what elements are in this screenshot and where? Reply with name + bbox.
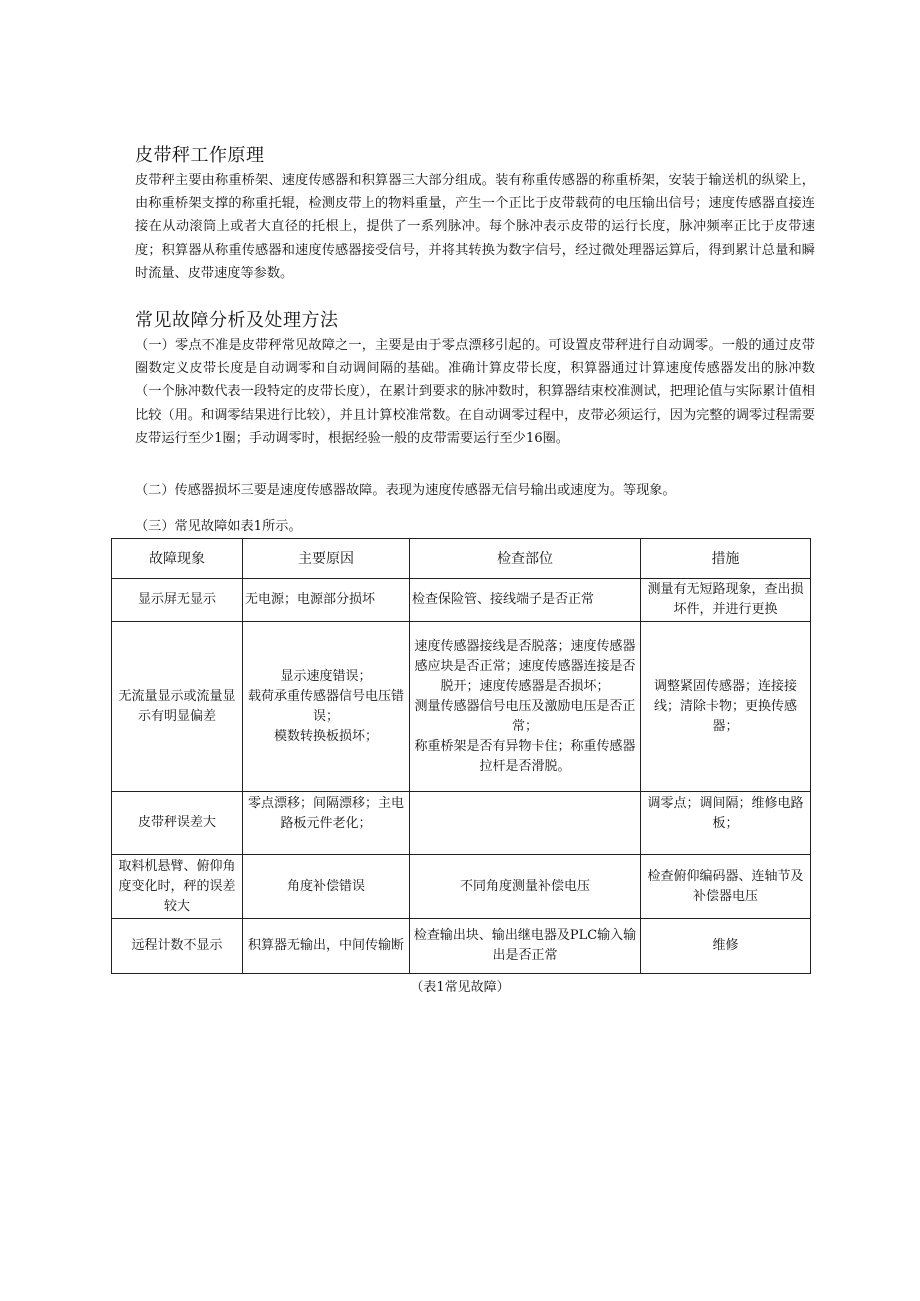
table-row	[112, 919, 811, 974]
table-caption: （表1常见故障）	[410, 980, 510, 995]
table-row	[112, 622, 811, 792]
cell-action: 维修	[641, 919, 811, 974]
cell-check: 速度传感器接线是否脱落；速度传感器感应块是否正常；速度传感器连接是否脱开；速度传感器是否损坏； 测量传感器信号电压及激励电压是否正常； 称重桥架是否有异物卡住；称重传感器拉杆是否滑脱。	[410, 622, 641, 792]
principle-paragraph: 皮带秤主要由称重桥架、速度传感器和积算器三大部分组成。装有称重传感器的称重桥架，安装于输送机的纵梁上，由称重桥架支撑的称重托辊，检测皮带上的物料重量，产生一个正比于皮带载荷的电压输出信号；速度传感器直接连接在从动滚筒上或者大直径的托根上，提供了一系列脉冲。每个脉冲表示皮带的运行长度，脉冲频率正比于皮带速度；积算器从称重传感器和速度传感器接受信号，并将其转换为数字信号，经过微处理器运算后，得到累计总量和瞬时流量、皮带速度等参数。	[135, 173, 815, 281]
cell-cause: 无电源；电源部分损坏	[243, 579, 410, 622]
fault-paragraph-sensor: （二）传感器损坏三要是速度传感器故障。表现为速度传感器无信号输出或速度为。等现象。	[135, 483, 676, 498]
cell-cause: 显示速度错误； 载荷承重传感器信号电压错误； 模数转换板损坏；	[243, 622, 410, 792]
cell-symptom: 无流量显示或流量显示有明显偏差	[112, 622, 243, 792]
cell-check	[410, 792, 641, 855]
cell-check: 不同角度测量补偿电压	[410, 855, 641, 919]
cell-action: 调零点；调间隔；维修电路板；	[641, 792, 811, 855]
cell-check: 检查保险管、接线端子是否正常	[410, 579, 641, 622]
cell-cause: 积算器无输出，中间传输断	[243, 919, 410, 974]
cell-action: 调整紧固传感器；连接接线；清除卡物；更换传感器；	[641, 622, 811, 792]
header-cause: 主要原因	[243, 539, 410, 579]
header-action: 措施	[641, 539, 811, 579]
section-title-faults: 常见故障分析及处理方法	[135, 310, 339, 331]
cell-cause: 零点漂移；间隔漂移；主电路板元件老化；	[243, 792, 410, 855]
header-check: 检查部位	[410, 539, 641, 579]
cell-symptom: 远程计数不显示	[112, 919, 243, 974]
table-row	[112, 855, 811, 919]
cell-cause: 角度补偿错误	[243, 855, 410, 919]
cell-check: 检查输出块、输出继电器及PLC输入输出是否正常	[410, 919, 641, 974]
cell-symptom: 皮带秤误差大	[112, 792, 243, 855]
cell-action: 检查俯仰编码器、连轴节及补偿器电压	[641, 855, 811, 919]
table-row	[112, 792, 811, 855]
cell-symptom: 显示屏无显示	[112, 579, 243, 622]
table-header-row	[112, 539, 811, 579]
header-symptom: 故障现象	[112, 539, 243, 579]
fault-table	[111, 538, 811, 974]
fault-paragraph-table-intro: （三）常见故障如表1所示。	[135, 519, 302, 534]
cell-action: 测量有无短路现象，查出损坏件，并进行更换	[641, 579, 811, 622]
cell-symptom: 取料机悬臂、俯仰角度变化时，秤的误差较大	[112, 855, 243, 919]
table-row	[112, 579, 811, 622]
fault-paragraph-zero-point: （一）零点不准是皮带秤常见故障之一，主要是由于零点漂移引起的。可设置皮带秤进行自动调零。一般的通过皮带圈数定义皮带长度是自动调零和自动调间隔的基础。准确计算皮带长度，积算器通过计算速度传感器发出的脉冲数（一个脉冲数代表一段特定的皮带长度），在累计到要求的脉冲数时，积算器结束校准测试，把理论值与实际累计值相比较（用。和调零结果进行比较），并且计算校准常数。在自动调零过程中，皮带必须运行，因为完整的调零过程需要皮带运行至少1圈；手动调零时，根据经验一般的皮带需要运行至少16圈。	[135, 338, 815, 446]
section-title-principle: 皮带秤工作原理	[135, 145, 265, 166]
